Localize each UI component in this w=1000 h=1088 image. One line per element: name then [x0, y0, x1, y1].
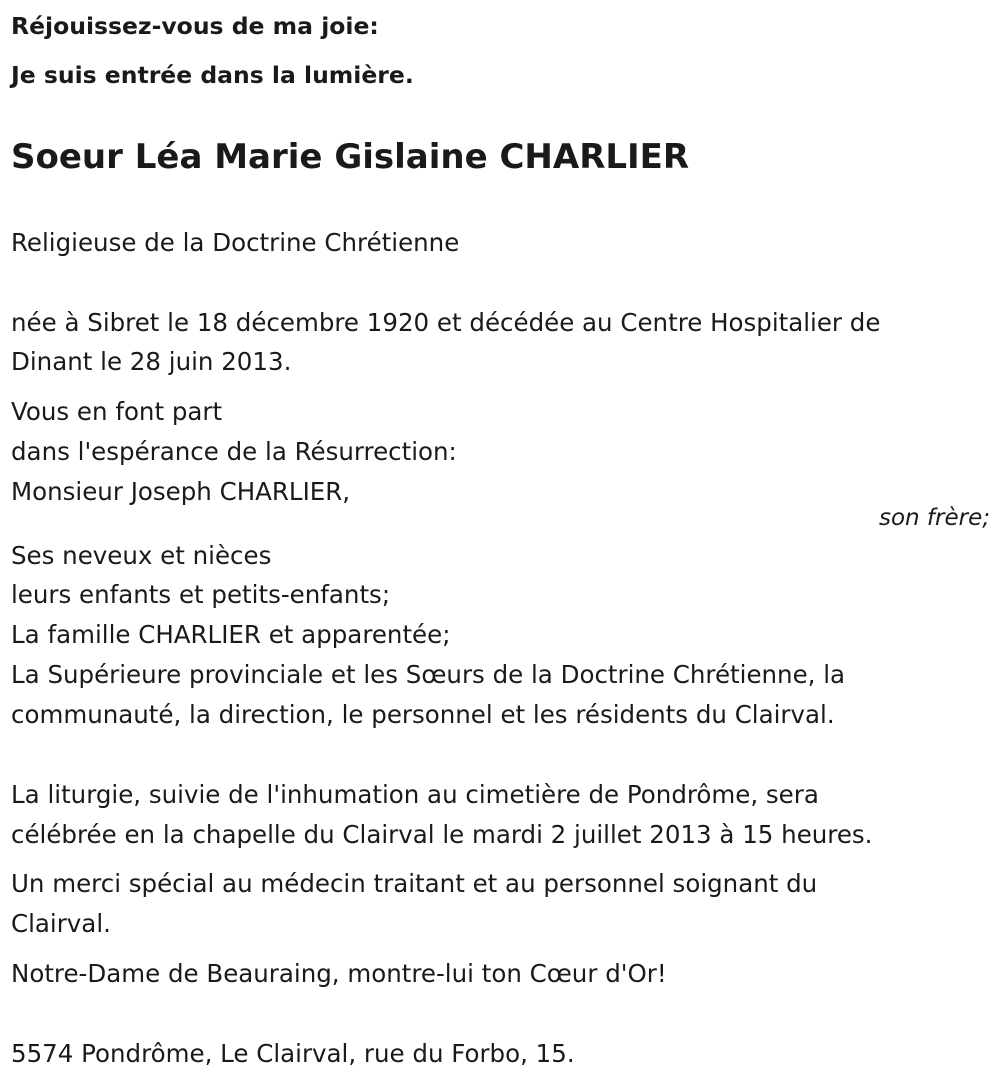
- announcement-line-1: Vous en font part: [11, 397, 223, 426]
- family-line-5: communauté, la direction, le personnel et les résidents du Clairval.: [11, 700, 835, 729]
- ceremony-line-1: La liturgie, suivie de l'inhumation au cimetière de Pondrôme, sera: [11, 780, 819, 809]
- relation-note: son frère;: [878, 505, 990, 531]
- family-line-1: Ses neveux et nièces: [11, 541, 272, 570]
- ceremony-line-2: célébrée en la chapelle du Clairval le mardi 2 juillet 2013 à 15 heures.: [11, 820, 873, 849]
- prayer-text: Notre-Dame de Beauraing, montre-lui ton Cœur d'Or!: [11, 959, 667, 988]
- epigraph-line-1: Réjouissez-vous de ma joie:: [11, 12, 379, 40]
- announcement-line-3: Monsieur Joseph CHARLIER,: [11, 477, 351, 506]
- birth-death-line-1: née à Sibret le 18 décembre 1920 et décédée au Centre Hospitalier de: [11, 308, 881, 337]
- birth-death-line-2: Dinant le 28 juin 2013.: [11, 347, 292, 376]
- deceased-name: Soeur Léa Marie Gislaine CHARLIER: [11, 137, 690, 177]
- family-line-2: leurs enfants et petits-enfants;: [11, 580, 391, 609]
- family-line-3: La famille CHARLIER et apparentée;: [11, 620, 451, 649]
- family-line-4: La Supérieure provinciale et les Sœurs de la Doctrine Chrétienne, la: [11, 660, 846, 689]
- role-text: Religieuse de la Doctrine Chrétienne: [11, 228, 460, 257]
- address-text: 5574 Pondrôme, Le Clairval, rue du Forbo, 15.: [11, 1039, 575, 1068]
- thanks-line-2: Clairval.: [11, 909, 111, 938]
- thanks-line-1: Un merci spécial au médecin traitant et au personnel soignant du: [11, 869, 818, 898]
- announcement-line-2: dans l'espérance de la Résurrection:: [11, 437, 457, 466]
- epigraph-line-2: Je suis entrée dans la lumière.: [11, 61, 414, 89]
